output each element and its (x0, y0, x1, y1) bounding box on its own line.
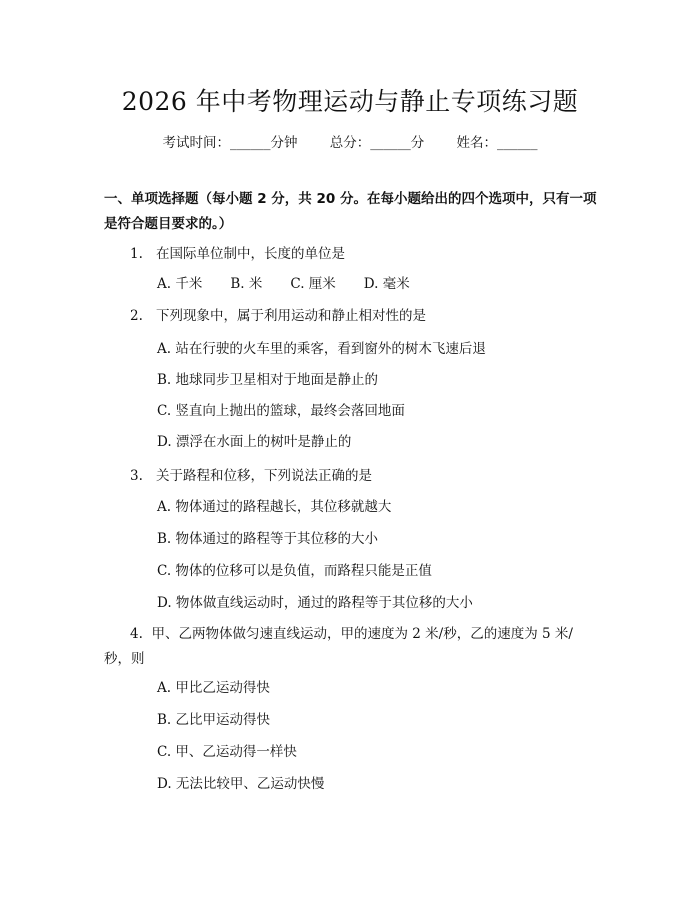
question-number: 1. (130, 246, 143, 262)
option-c: C. 厘米 (290, 276, 336, 292)
option-c: C. 甲、乙运动得一样快 (157, 744, 297, 760)
question-number: 3. (130, 468, 143, 484)
question-4 (104, 622, 594, 672)
option-c: C. 物体的位移可以是负值，而路程只能是正值 (157, 563, 432, 579)
question-3 (130, 464, 372, 488)
question-stem: 在国际单位制中，长度的单位是 (156, 246, 345, 262)
question-2 (130, 304, 426, 328)
section-heading: 一、单项选择题（每小题 2 分，共 20 分。在每小题给出的四个选项中，只有一项是符合题目要求的。） (104, 191, 597, 232)
question-stem: 关于路程和位移，下列说法正确的是 (156, 468, 372, 484)
option-d: D. 毫米 (363, 276, 410, 292)
exam-time-field: 考试时间：______分钟 (162, 135, 298, 151)
option-b: B. 乙比甲运动得快 (157, 712, 271, 728)
option-a: A. 千米 (157, 276, 203, 292)
question-number: 2. (130, 308, 143, 324)
option-d: D. 物体做直线运动时，通过的路程等于其位移的大小 (157, 595, 473, 611)
option-b: B. 地球同步卫星相对于地面是静止的 (157, 372, 379, 388)
option-b: B. 米 (230, 276, 263, 292)
option-a: A. 站在行驶的火车里的乘客，看到窗外的树木飞速后退 (157, 341, 486, 357)
option-a: A. 物体通过的路程越长，其位移就越大 (157, 499, 392, 515)
question-number: 4. (130, 626, 143, 642)
option-b: B. 物体通过的路程等于其位移的大小 (157, 531, 379, 547)
option-d: D. 无法比较甲、乙运动快慢 (157, 776, 325, 792)
exam-meta (0, 131, 700, 151)
option-a: A. 甲比乙运动得快 (157, 680, 270, 696)
question-stem: 下列现象中，属于利用运动和静止相对性的是 (156, 308, 426, 324)
option-c: C. 竖直向上抛出的篮球，最终会落回地面 (157, 403, 405, 419)
page-title: 2026 年中考物理运动与静止专项练习题 (121, 87, 579, 116)
question-1-options (157, 272, 438, 296)
total-score-field: 总分：______分 (329, 135, 425, 151)
question-stem: 甲、乙两物体做匀速直线运动，甲的速度为 2 米/秒，乙的速度为 5 米/秒，则 (104, 626, 573, 667)
question-1 (130, 242, 345, 266)
option-d: D. 漂浮在水面上的树叶是静止的 (157, 434, 352, 450)
name-field: 姓名：______ (456, 135, 538, 151)
